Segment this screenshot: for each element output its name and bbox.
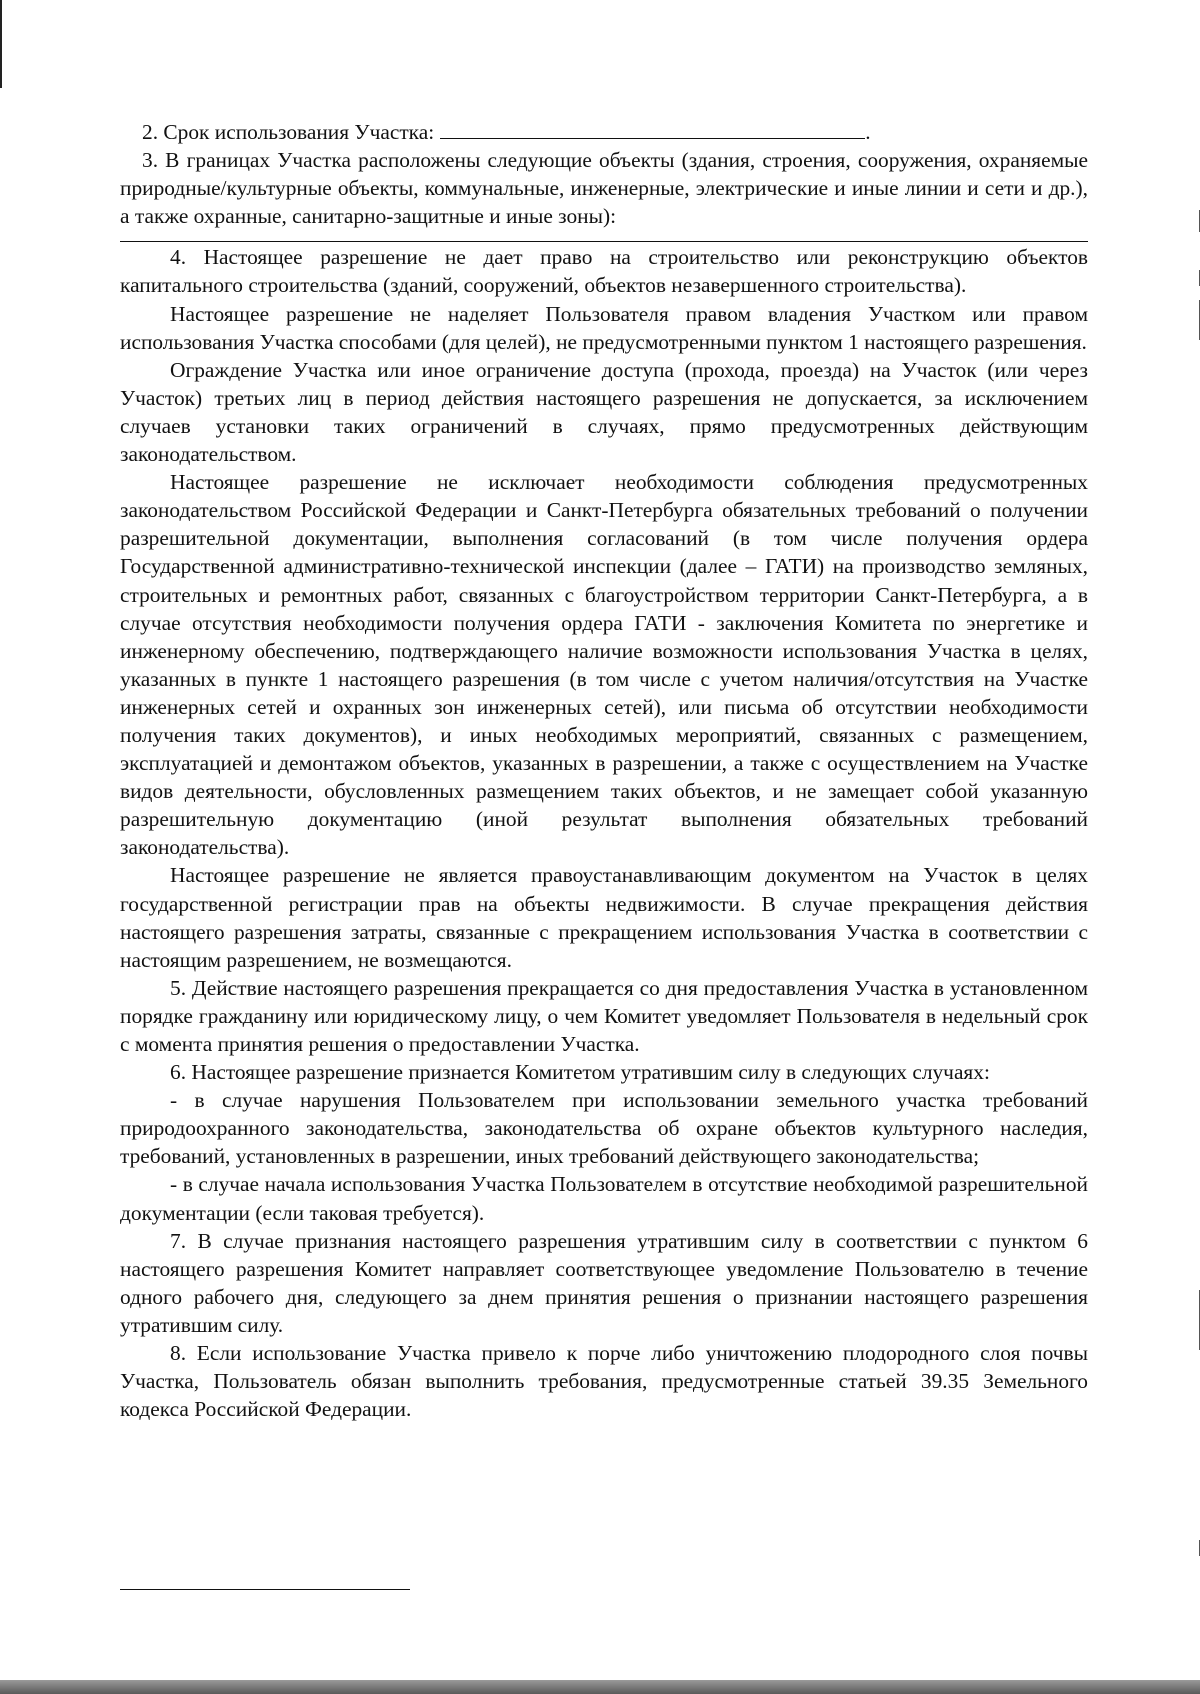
item-3: 3. В границах Участка расположены следующие объекты (здания, строения, сооружения, охраняемые природные/культурные объекты, коммунальные, инженерные, электрические и иные линии и сети и др.), а также охранные, санитарно-защитные и иные зоны): (120, 148, 1088, 229)
item-8: 8. Если использование Участка привело к порче либо уничтожению плодородного слоя почвы Участка, Пользователь обязан выполнить требования, предусмотренные статьей 39.35 Земельного кодекса Российской Федерации. (120, 1341, 1088, 1422)
document-body (120, 118, 1088, 1423)
item-5: 5. Действие настоящего разрешения прекращается со дня предоставления Участка в установленном порядке гражданину или юридическому лицу, о чем Комитет уведомляет Пользователя в недельный срок с момента принятия решения о предоставлении Участка. (120, 975, 1088, 1056)
item-7: 7. В случае признания настоящего разрешения утратившим силу в соответствии с пунктом 6 настоящего разрешения Комитет направляет соответствующее уведомление Пользователю в течение одного рабочего дня, следующего за днем принятия решения о признании настоящего разрешения утратившим силу. (120, 1228, 1088, 1337)
term-blank-line (440, 118, 865, 139)
scan-edge-left (0, 0, 2, 88)
item-2-end: . (865, 120, 871, 144)
scan-edge-bottom (0, 1680, 1200, 1694)
item-2 (120, 118, 1088, 146)
item-2-label: 2. Срок использования Участка: (142, 120, 435, 144)
paragraph-ownership: Настоящее разрешение не наделяет Пользователя правом владения Участком или правом использования Участка способами (для целей), не предусмотренными пунктом 1 настоящего разрешения. (120, 301, 1088, 354)
item-6-case-2: - в случае начала использования Участка Пользователем в отсутствие необходимой разрешительной документации (если таковая требуется). (120, 1172, 1088, 1225)
item-4: 4. Настоящее разрешение не дает право на строительство или реконструкцию объектов капитального строительства (зданий, сооружений, объектов незавершенного строительства). (120, 245, 1088, 298)
footnote-separator (120, 1589, 410, 1590)
paragraph-fencing: Ограждение Участка или иное ограничение доступа (прохода, проезда) на Участок (или через Участок) третьих лиц в период действия настоящего разрешения не допускается, за исключением случаев установки таких ограничений в случаях, прямо предусмотренных действующим законодательством. (120, 357, 1088, 467)
item-6-case-1: - в случае нарушения Пользователем при использовании земельного участка требований природоохранного законодательства, законодательства об охране объектов культурного наследия, требований, установленных в разрешении, иных требований действующего законодательства; (120, 1088, 1088, 1169)
objects-blank-line (120, 241, 1088, 242)
item-6: 6. Настоящее разрешение признается Комитетом утратившим силу в следующих случаях: (170, 1060, 990, 1085)
paragraph-requirements: Настоящее разрешение не исключает необходимости соблюдения предусмотренных законодательством Российской Федерации и Санкт-Петербурга обязательных требований о получении разрешительной документации, выполнения согласований (в том числе получения ордера Государственной административно-технической инспекции (далее – ГАТИ) на производство земляных, строительных и ремонтных работ, связанных с благоустройством территории Санкт-Петербурга, а в случае отсутствия необходимости получения ордера ГАТИ - заключения Комитета по энергетике и инженерному обеспечению, подтверждающего наличие возможности использования Участка в целях, указанных в пункте 1 настоящего разрешения (в том числе с учетом наличия/отсутствия на Участке инженерных сетей и охранных зон инженерных сетей), или письма об отсутствии необходимости получения таких документов), и иных необходимых мероприятий, связанных с размещением, эксплуатацией и демонтажом объектов, указанных в разрешении, а также с осуществлением на Участке видов деятельности, обусловленных размещением таких объектов, и не замещает собой указанную разрешительную документацию (иной результат выполнения обязательных требований законодательства). (120, 470, 1088, 860)
paragraph-registration: Настоящее разрешение не является правоустанавливающим документом на Участок в целях государственной регистрации прав на объекты недвижимости. В случае прекращения действия настоящего разрешения затраты, связанные с прекращением использования Участка в соответствии с настоящим разрешением, не возмещаются. (120, 863, 1088, 972)
